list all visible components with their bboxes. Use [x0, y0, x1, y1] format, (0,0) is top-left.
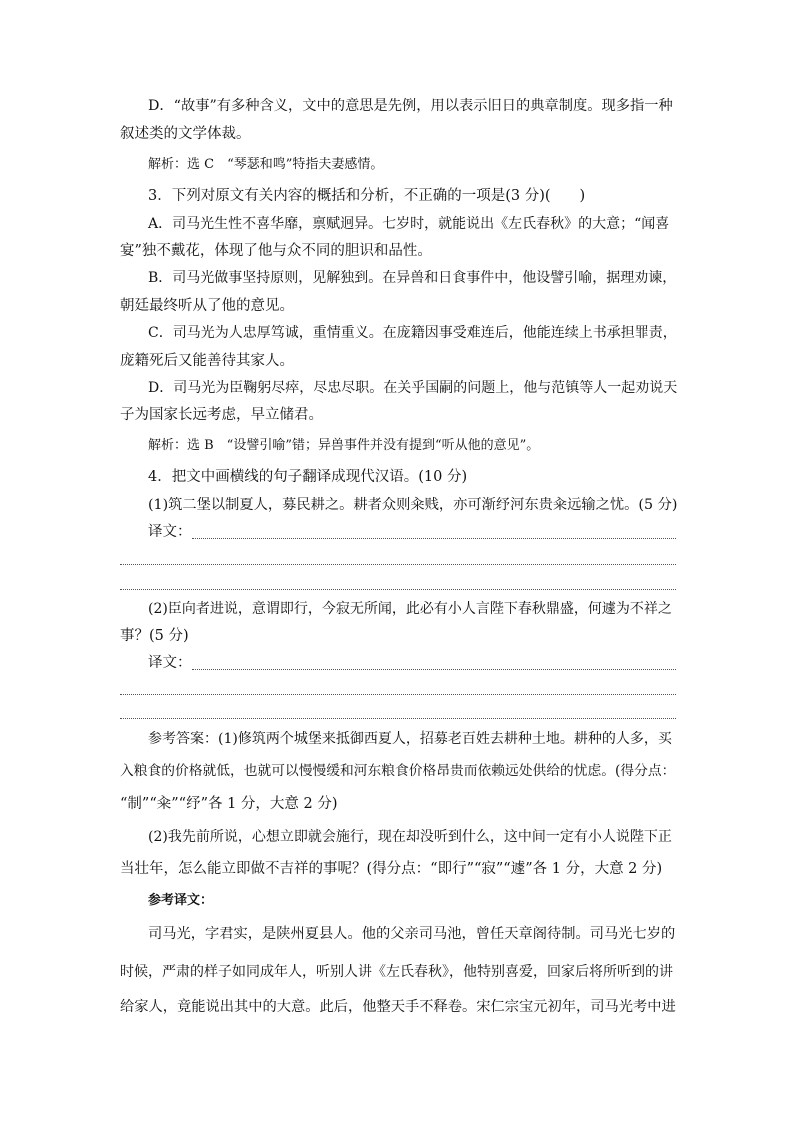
q3-option-d-line1: D．司马光为臣鞠躬尽瘁，尽忠尽职。在关乎国嗣的问题上，他与范镇等人一起劝说天	[148, 380, 678, 396]
reference-answer-2-line2: 当壮年，怎么能立即做不吉祥的事呢？(得分点：“即行”“寂”“遽”各 1 分，大意 2 分)	[120, 861, 663, 877]
reference-answer-line1: 参考答案：(1)修筑两个城堡来抵御西夏人，招募老百姓去耕种土地。耕种的人多，买	[148, 731, 672, 747]
q4-sentence-1: (1)筑二堡以制夏人，募民耕之。耕者众则籴贱，亦可渐纾河东贵籴远输之忧。(5 分)	[148, 497, 678, 513]
translation-line1: 司马光，字君实，是陕州夏县人。他的父亲司马池，曾任天章阁待制。司马光七岁的	[148, 926, 676, 942]
q4-sentence-2-line1: (2)臣向者进说，意谓即行，今寂无所闻，此必有小人言陛下春秋鼎盛，何遽为不祥之	[148, 601, 672, 617]
answer-dotted-line	[192, 669, 676, 670]
answer-blank-line[interactable]	[120, 589, 676, 590]
q2-analysis: 解析：选 C “琴瑟和鸣”特指夫妻感情。	[148, 157, 384, 172]
q3-option-a-line1: A．司马光生性不喜华靡，禀赋迥异。七岁时，就能说出《左氏春秋》的大意；“闻喜	[148, 216, 670, 232]
q4-stem: 4．把文中画横线的句子翻译成现代汉语。(10 分)	[148, 469, 468, 485]
answer-label: 译文：	[148, 524, 192, 540]
q3-option-b-line2: 朝廷最终听从了他的意见。	[120, 298, 294, 314]
answer-line-2[interactable]	[148, 653, 676, 673]
q3-option-c-line1: C．司马光为人忠厚笃诚，重情重义。在庞籍因事受难连后，他能连续上书承担罪责，	[148, 325, 677, 341]
answer-blank-line[interactable]	[120, 718, 676, 719]
answer-dotted-line	[192, 538, 676, 539]
q3-analysis: 解析：选 B “设譬引喻”错；异兽事件并没有提到“听从他的意见”。	[148, 438, 540, 453]
q3-stem: 3．下列对原文有关内容的概括和分析，不正确的一项是(3 分)( )	[148, 188, 586, 204]
reference-translation-heading: 参考译文：	[148, 893, 214, 908]
q3-option-b-line1: B．司马光做事坚持原则，见解独到。在异兽和日食事件中，他设譬引喻，据理劝谏，	[148, 270, 677, 286]
translation-line3: 给家人，竟能说出其中的大意。此后，他整天手不释卷。宋仁宗宝元初年，司马光考中进	[120, 999, 676, 1015]
answer-label: 译文：	[148, 655, 192, 671]
q3-option-c-line2: 庞籍死后又能善待其家人。	[120, 353, 294, 369]
answer-blank-line[interactable]	[120, 694, 676, 695]
reference-answer-2-line1: (2)我先前所说，心想立即就会施行，现在却没听到什么，这中间一定有小人说陛下正	[148, 829, 672, 845]
translation-line2: 时候，严肃的样子如同成年人，听别人讲《左氏春秋》，他特别喜爱，回家后将所听到的讲	[120, 964, 673, 980]
q3-option-d-line2: 子为国家长远考虑，早立储君。	[120, 407, 323, 423]
reference-answer-line2: 入粮食的价格就低，也就可以慢慢缓和河东粮食价格昂贵而依赖远处供给的忧虑。(得分点：	[120, 763, 676, 779]
q3-option-a-line2: 宴”独不戴花，体现了他与众不同的胆识和品性。	[120, 243, 432, 259]
answer-line-1[interactable]	[148, 522, 676, 542]
option-d-q2-line1: D．“故事”有多种含义，文中的意思是先例，用以表示旧日的典章制度。现多指一种	[148, 98, 673, 114]
q4-sentence-2-line2: 事？(5 分)	[120, 628, 189, 644]
reference-answer-line3: “制”“籴”“纾”各 1 分，大意 2 分)	[120, 796, 338, 812]
option-d-q2-line2: 叙述类的文学体裁。	[120, 126, 251, 142]
answer-blank-line[interactable]	[120, 564, 676, 565]
